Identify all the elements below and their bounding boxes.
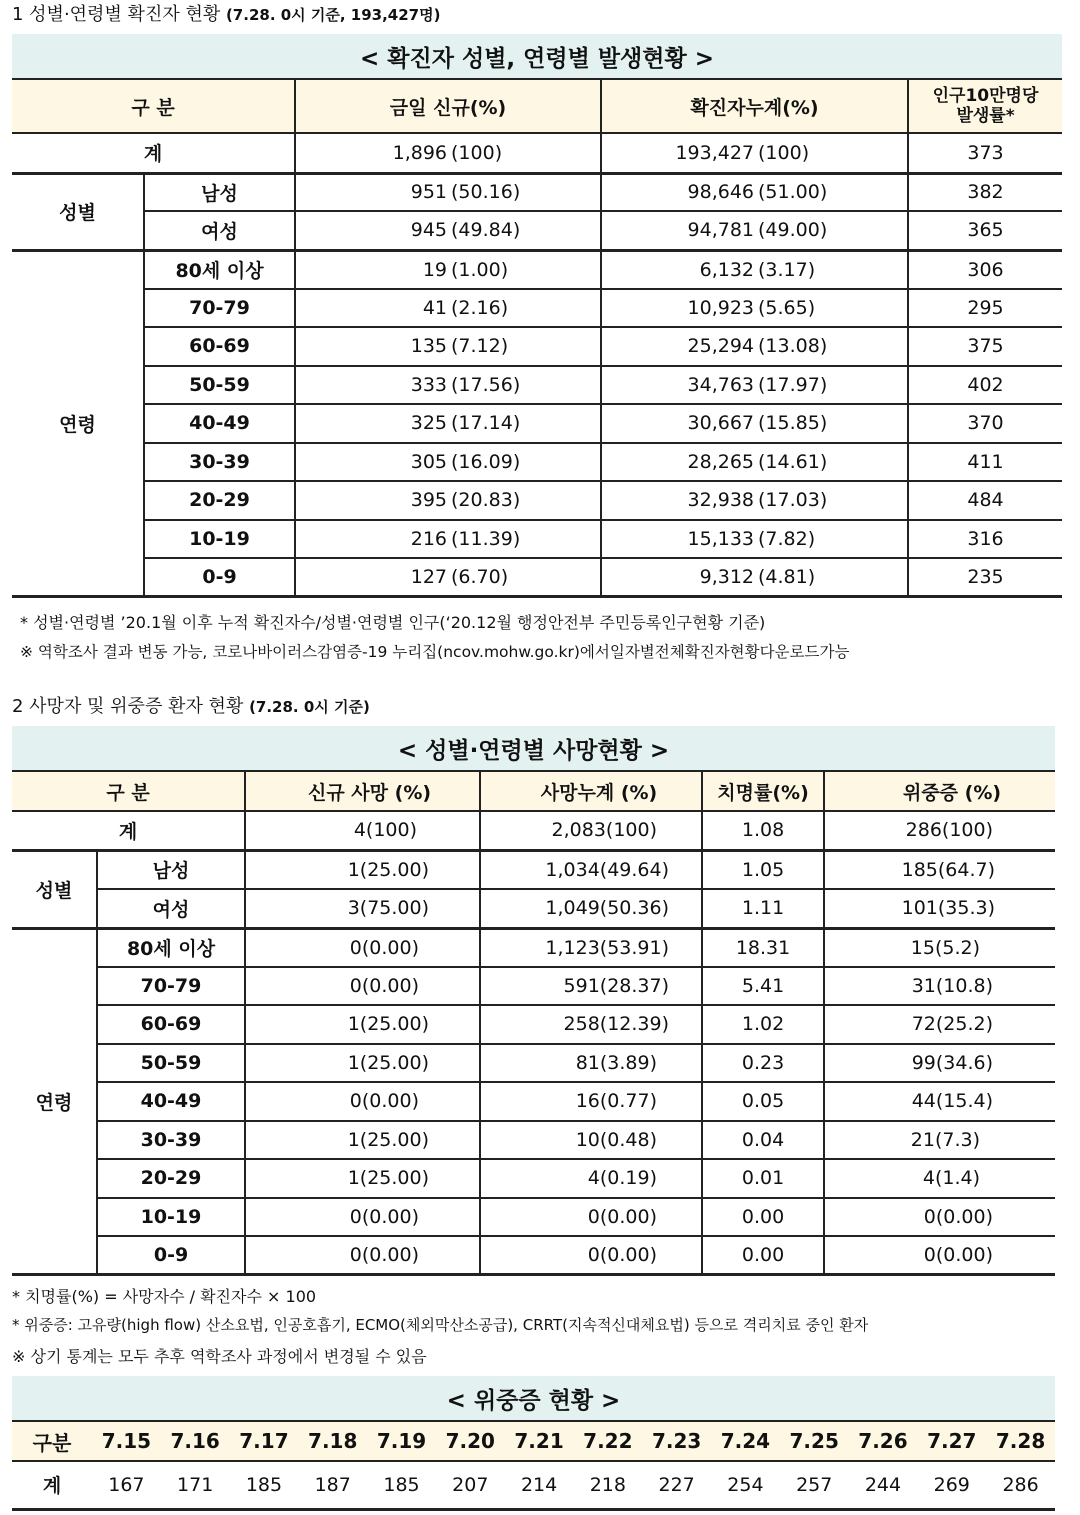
row-label: 70-79 [97, 967, 245, 1006]
cell-value: 187 [298, 1461, 367, 1509]
header-date: 7.24 [711, 1421, 780, 1461]
cell-new: 19 [295, 250, 449, 289]
table-row-age [12, 1159, 1055, 1198]
cell-cum-pct: (100) [756, 133, 908, 173]
cell-cum-death: 1,123(53.91) [480, 928, 702, 967]
footnote: ※ 역학조사 결과 변동 가능, 코로나바이러스감염증-19 누리집(ncov.mohw.go.kr)에서일자별전체확진자현황다운로드가능 [20, 643, 850, 661]
group-label-age: 연령 [12, 928, 97, 1275]
cell-rate: 402 [908, 366, 1062, 405]
header-category: 구 분 [12, 771, 245, 811]
cell-new-death: 1(25.00) [245, 1121, 480, 1160]
cell-value: 207 [436, 1461, 505, 1509]
footnote: * 성별·연령별 ’20.1월 이후 누적 확진자수/성별·연령별 인구(‘20.12월 행정안전부 주민등록인구현황 기준) [20, 613, 766, 632]
row-label: 여성 [97, 889, 245, 928]
row-label: 30-39 [144, 443, 295, 482]
cell-new-pct: (17.56) [449, 366, 601, 405]
cell-cum-pct: (13.08) [756, 327, 908, 366]
cell-rate: 235 [908, 558, 1062, 597]
row-label: 계 [12, 1461, 92, 1509]
table-row-age [12, 928, 1055, 967]
cell-new-pct: (1.00) [449, 250, 601, 289]
table-row-age [12, 967, 1055, 1006]
cell-new-death: 4(100) [245, 811, 480, 850]
section1-title [12, 0, 440, 26]
cell-value: 244 [849, 1461, 918, 1509]
cell-fatality: 5.41 [702, 967, 824, 1006]
table-row-age [12, 366, 1062, 405]
cell-new: 135 [295, 327, 449, 366]
row-label: 계 [12, 133, 295, 173]
cell-new: 41 [295, 289, 449, 328]
cell-fatality: 0.00 [702, 1236, 824, 1275]
confirmed-cases-table [12, 78, 1062, 598]
cell-fatality: 0.01 [702, 1159, 824, 1198]
cell-new-pct: (16.09) [449, 443, 601, 482]
row-label: 60-69 [97, 1005, 245, 1044]
header-date: 7.15 [92, 1421, 161, 1461]
row-label: 40-49 [144, 404, 295, 443]
group-label-sex: 성별 [12, 173, 144, 250]
cell-rate: 373 [908, 133, 1062, 173]
cell-cum: 32,938 [601, 481, 756, 520]
cell-new-death: 0(0.00) [245, 1082, 480, 1121]
cell-critical: 0(0.00) [824, 1236, 1055, 1275]
table-row-male [12, 173, 1062, 211]
header-rate-line1: 인구10만명당 [932, 86, 1039, 106]
confirmed-table-caption: < 확진자 성별, 연령별 발생현황 > [12, 34, 1062, 78]
cell-cum: 193,427 [601, 133, 756, 173]
cell-cum-pct: (5.65) [756, 289, 908, 328]
table-row-age [12, 1005, 1055, 1044]
cell-value: 185 [230, 1461, 299, 1509]
table-header-row [12, 79, 1062, 133]
cell-new-pct: (11.39) [449, 520, 601, 559]
group-label-age: 연령 [12, 250, 144, 597]
header-category: 구분 [12, 1421, 92, 1461]
critical-trend-table [12, 1420, 1055, 1511]
cell-fatality: 1.08 [702, 811, 824, 850]
footnote: ※ 상기 통계는 모두 추후 역학조사 과정에서 변경될 수 있음 [12, 1347, 427, 1366]
cell-new: 216 [295, 520, 449, 559]
cell-cum: 30,667 [601, 404, 756, 443]
table-row-female [12, 211, 1062, 250]
section2-subtitle: (7.28. 0시 기준) [249, 698, 370, 716]
cell-cum-death: 1,034(49.64) [480, 850, 702, 889]
cell-rate: 382 [908, 173, 1062, 211]
row-label: 60-69 [144, 327, 295, 366]
cell-new-death: 1(25.00) [245, 1159, 480, 1198]
cell-critical: 101(35.3) [824, 889, 1055, 928]
table-header-row [12, 1421, 1055, 1461]
cell-new: 395 [295, 481, 449, 520]
cell-fatality: 18.31 [702, 928, 824, 967]
cell-fatality: 0.04 [702, 1121, 824, 1160]
cell-rate: 411 [908, 443, 1062, 482]
cell-cum-death: 10(0.48) [480, 1121, 702, 1160]
cell-cum: 34,763 [601, 366, 756, 405]
cell-fatality: 1.11 [702, 889, 824, 928]
section1-subtitle: (7.28. 0시 기준, 193,427명) [225, 6, 441, 24]
cell-rate: 370 [908, 404, 1062, 443]
header-date: 7.23 [642, 1421, 711, 1461]
cell-new-death: 0(0.00) [245, 1236, 480, 1275]
cell-fatality: 0.00 [702, 1198, 824, 1237]
cell-rate: 484 [908, 481, 1062, 520]
header-new-death: 신규 사망 (%) [245, 771, 480, 811]
row-label: 0-9 [144, 558, 295, 597]
table-row-female [12, 889, 1055, 928]
row-label: 70-79 [144, 289, 295, 328]
header-critical: 위중증 (%) [824, 771, 1055, 811]
footnote: * 치명률(%) = 사망자수 / 확진자수 × 100 [12, 1287, 317, 1306]
table-row-age [12, 289, 1062, 328]
cell-critical: 21(7.3) [824, 1121, 1055, 1160]
cell-new: 127 [295, 558, 449, 597]
cell-value: 257 [780, 1461, 849, 1509]
section1-title-text: 1 성별·연령별 확진자 현황 [12, 4, 221, 25]
row-label: 40-49 [97, 1082, 245, 1121]
cell-rate: 295 [908, 289, 1062, 328]
cell-new: 305 [295, 443, 449, 482]
cell-new-pct: (20.83) [449, 481, 601, 520]
cell-new-death: 0(0.00) [245, 928, 480, 967]
cell-new: 951 [295, 173, 449, 211]
table-row-age [12, 558, 1062, 597]
cell-rate: 316 [908, 520, 1062, 559]
cell-cum-death: 0(0.00) [480, 1198, 702, 1237]
header-date: 7.28 [986, 1421, 1055, 1461]
cell-new-pct: (7.12) [449, 327, 601, 366]
cell-cum: 10,923 [601, 289, 756, 328]
cell-new: 325 [295, 404, 449, 443]
cell-cum-pct: (3.17) [756, 250, 908, 289]
row-label: 20-29 [97, 1159, 245, 1198]
cell-critical: 286(100) [824, 811, 1055, 850]
row-label: 80세 이상 [144, 250, 295, 289]
cell-critical: 31(10.8) [824, 967, 1055, 1006]
group-label-sex: 성별 [12, 850, 97, 928]
cell-cum-death: 258(12.39) [480, 1005, 702, 1044]
cell-cum-pct: (14.61) [756, 443, 908, 482]
cell-fatality: 0.05 [702, 1082, 824, 1121]
header-date: 7.18 [298, 1421, 367, 1461]
row-label: 0-9 [97, 1236, 245, 1275]
table-row-age [12, 481, 1062, 520]
cell-cum: 98,646 [601, 173, 756, 211]
cell-value: 227 [642, 1461, 711, 1509]
header-category: 구 분 [12, 79, 295, 133]
header-fatality: 치명률(%) [702, 771, 824, 811]
cell-cum: 28,265 [601, 443, 756, 482]
cell-new-death: 1(25.00) [245, 1005, 480, 1044]
table-row-age [12, 327, 1062, 366]
header-cum-death: 사망누계 (%) [480, 771, 702, 811]
table-row-age [12, 443, 1062, 482]
table-row-age [12, 1198, 1055, 1237]
header-date: 7.25 [780, 1421, 849, 1461]
cell-cum: 15,133 [601, 520, 756, 559]
table-row-age [12, 1121, 1055, 1160]
row-label: 20-29 [144, 481, 295, 520]
cell-fatality: 0.23 [702, 1044, 824, 1083]
cell-cum-death: 4(0.19) [480, 1159, 702, 1198]
cell-new-death: 3(75.00) [245, 889, 480, 928]
cell-new-death: 1(25.00) [245, 1044, 480, 1083]
table-row-age [12, 1082, 1055, 1121]
cell-cum-pct: (17.97) [756, 366, 908, 405]
cell-critical: 72(25.2) [824, 1005, 1055, 1044]
row-label: 30-39 [97, 1121, 245, 1160]
cell-new-death: 0(0.00) [245, 1198, 480, 1237]
critical-table-caption: < 위중증 현황 > [12, 1376, 1055, 1420]
cell-new: 945 [295, 211, 449, 250]
table-row-age [12, 1044, 1055, 1083]
cell-new-death: 1(25.00) [245, 850, 480, 889]
cell-critical: 185(64.7) [824, 850, 1055, 889]
cell-new-pct: (50.16) [449, 173, 601, 211]
header-cumulative: 확진자누계(%) [601, 79, 908, 133]
section2-title [12, 692, 370, 718]
cell-fatality: 1.02 [702, 1005, 824, 1044]
cell-value: 171 [161, 1461, 230, 1509]
cell-value: 286 [986, 1461, 1055, 1509]
cell-critical: 99(34.6) [824, 1044, 1055, 1083]
cell-cum: 94,781 [601, 211, 756, 250]
cell-rate: 365 [908, 211, 1062, 250]
cell-value: 269 [917, 1461, 986, 1509]
table-row-total [12, 1461, 1055, 1509]
header-date: 7.17 [230, 1421, 299, 1461]
row-label: 남성 [144, 173, 295, 211]
cell-cum-pct: (49.00) [756, 211, 908, 250]
cell-value: 214 [505, 1461, 574, 1509]
cell-rate: 375 [908, 327, 1062, 366]
cell-cum-pct: (51.00) [756, 173, 908, 211]
cell-new-pct: (100) [449, 133, 601, 173]
header-date: 7.21 [505, 1421, 574, 1461]
header-rate [908, 79, 1062, 133]
table-row-age [12, 404, 1062, 443]
row-label: 여성 [144, 211, 295, 250]
table-row-age [12, 520, 1062, 559]
header-date: 7.26 [849, 1421, 918, 1461]
cell-new-pct: (17.14) [449, 404, 601, 443]
cell-cum: 25,294 [601, 327, 756, 366]
cell-new-pct: (6.70) [449, 558, 601, 597]
row-label: 10-19 [144, 520, 295, 559]
section2-title-text: 2 사망자 및 위중증 환자 현황 [12, 696, 244, 717]
cell-cum-death: 0(0.00) [480, 1236, 702, 1275]
cell-critical: 4(1.4) [824, 1159, 1055, 1198]
table-row-age [12, 250, 1062, 289]
cell-rate: 306 [908, 250, 1062, 289]
header-rate-line2: 발생률* [956, 106, 1015, 126]
header-date: 7.22 [573, 1421, 642, 1461]
cell-value: 254 [711, 1461, 780, 1509]
cell-cum-death: 16(0.77) [480, 1082, 702, 1121]
cell-new: 1,896 [295, 133, 449, 173]
cell-cum: 9,312 [601, 558, 756, 597]
table-row-total [12, 133, 1062, 173]
cell-cum-death: 81(3.89) [480, 1044, 702, 1083]
table-row-age [12, 1236, 1055, 1275]
cell-new-death: 0(0.00) [245, 967, 480, 1006]
header-new: 금일 신규(%) [295, 79, 601, 133]
table-row-total [12, 811, 1055, 850]
header-date: 7.20 [436, 1421, 505, 1461]
cell-cum-pct: (7.82) [756, 520, 908, 559]
header-date: 7.27 [917, 1421, 986, 1461]
cell-fatality: 1.05 [702, 850, 824, 889]
cell-cum-death: 2,083(100) [480, 811, 702, 850]
cell-new-pct: (49.84) [449, 211, 601, 250]
table-row-male [12, 850, 1055, 889]
cell-cum: 6,132 [601, 250, 756, 289]
cell-critical: 0(0.00) [824, 1198, 1055, 1237]
table-header-row [12, 771, 1055, 811]
header-date: 7.19 [367, 1421, 436, 1461]
row-label: 50-59 [97, 1044, 245, 1083]
cell-value: 167 [92, 1461, 161, 1509]
cell-critical: 44(15.4) [824, 1082, 1055, 1121]
cell-value: 185 [367, 1461, 436, 1509]
cell-cum-pct: (17.03) [756, 481, 908, 520]
cell-value: 218 [573, 1461, 642, 1509]
row-label: 10-19 [97, 1198, 245, 1237]
death-table-caption: < 성별·연령별 사망현황 > [12, 726, 1055, 770]
cell-cum-pct: (4.81) [756, 558, 908, 597]
cell-critical: 15(5.2) [824, 928, 1055, 967]
cell-cum-death: 591(28.37) [480, 967, 702, 1006]
row-label: 80세 이상 [97, 928, 245, 967]
row-label: 남성 [97, 850, 245, 889]
cell-new: 333 [295, 366, 449, 405]
cell-new-pct: (2.16) [449, 289, 601, 328]
deaths-table [12, 770, 1055, 1276]
cell-cum-death: 1,049(50.36) [480, 889, 702, 928]
cell-cum-pct: (15.85) [756, 404, 908, 443]
header-date: 7.16 [161, 1421, 230, 1461]
row-label: 50-59 [144, 366, 295, 405]
footnote: * 위중증: 고유량(high flow) 산소요법, 인공호흡기, ECMO(체외막산소공급), CRRT(지속적신대체요법) 등으로 격리치료 중인 환자 [12, 1316, 869, 1334]
row-label: 계 [12, 811, 245, 850]
